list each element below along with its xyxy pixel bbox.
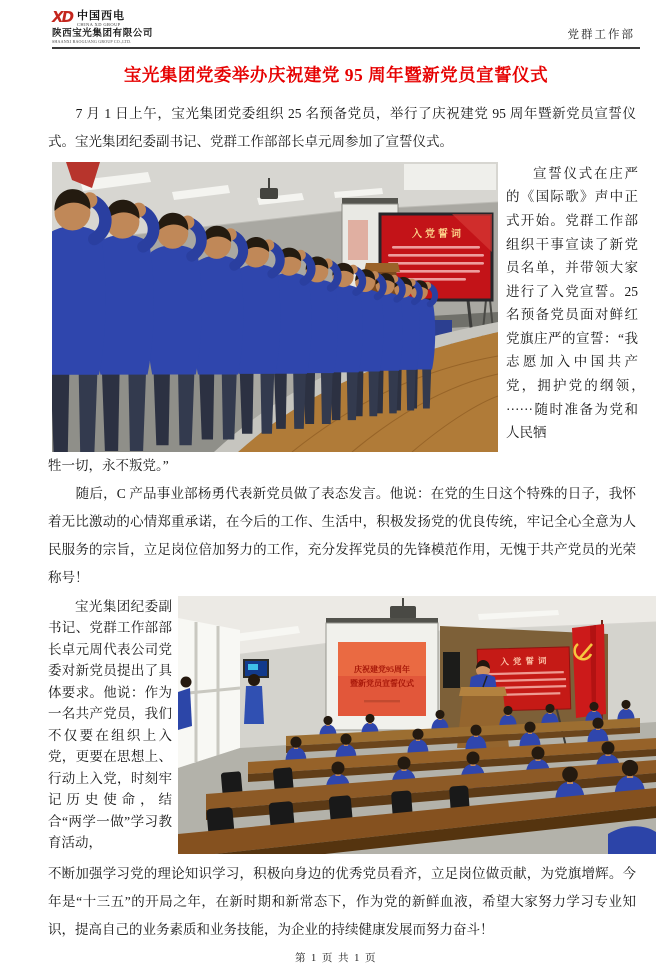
paragraph-intro: 7 月 1 日上午，宝光集团党委组织 25 名预备党员，举行了庆祝建党 95 周年暨新党员宣誓仪式。宝光集团纪委副书记、党群工作部部长卓元周参加了宣誓仪式。 [48,105,636,149]
department-label: 党群工作部 [567,28,635,41]
oath-photo-section [48,162,636,452]
paragraph-oath-tail: 牲一切，永不叛党。” [48,457,169,473]
banner-title: 入党誓词 [500,655,551,667]
projector-icon [260,188,278,199]
meeting-photo-section [48,596,636,854]
photo-oath-ceremony [52,162,498,452]
paragraph-requirements-left-column: 宝光集团纪委副书记、党群工作部部长卓元周代表公司党委对新党员提出了具体要求。他说：作为一名共产党员，我们不仅要在组织上入党，更要在思想上、行动上入党，时刻牢记历史使命，结合“两学一做”学习教育活动， [48,598,172,851]
projector-screen [326,618,438,730]
article-body [48,100,636,944]
paragraph-oath-right-column: 宣誓仪式在庄严的《国际歌》声中正式开始。党群工作部组织干事宣读了新党员名单，并带领大家进行了入党宣誓。25 名预备党员面对鲜红党旗庄严的宣誓：“我志愿加入中国共产党，拥护党的纲领，······随时准备为党和人民牺 [506,165,638,441]
projector-icon [390,606,416,619]
company-name-cn: 中国西电 [77,9,126,22]
photo-meeting-room [178,596,656,854]
xd-logo-icon: XD [52,8,73,26]
header-divider [52,47,640,49]
document-header [0,0,672,47]
speaker-box [443,652,460,688]
article-title: 宝光集团党委举办庆祝建党 95 周年暨新党员宣誓仪式 [123,64,549,85]
slide-line1: 庆祝建党95周年 [354,664,410,674]
subsidiary-name-en: SHAANXI BAOGUANG GROUP CO.,LTD. [52,38,132,44]
slide-line2: 暨新党员宣誓仪式 [350,678,414,688]
paragraph-speech: 随后，C 产品事业部杨勇代表新党员做了表态发言。他说：在党的生日这个特殊的日子，我怀着无比激动的心情郑重承诺，在今后的工作、生活中，积极发扬党的优良传统，牢记全心全意为人民服务的宗旨，立足岗位倍加努力的工作，充分发挥党员的先锋模范作用，无愧于共产党员的光荣称号！ [48,485,636,585]
subsidiary-name-cn: 陕西宝光集团有限公司 [52,27,154,39]
company-logo [52,10,153,44]
paragraph-requirements-tail: 不断加强学习党的理论知识学习，积极向身边的优秀党员看齐，立足岗位做贡献，为党旗增辉。今年是“十三五”的开局之年，在新时期和新常态下，作为党的新鲜血液，希望大家努力学习专业知识，提高自己的业务素质和业务技能，为企业的持续健康发展而努力奋斗！ [48,865,636,937]
page-footer: 第 1 页 共 1 页 [294,952,378,964]
screen-title: 入党誓词 [412,228,464,240]
company-name-en: CHINA XD GROUP [77,21,121,27]
